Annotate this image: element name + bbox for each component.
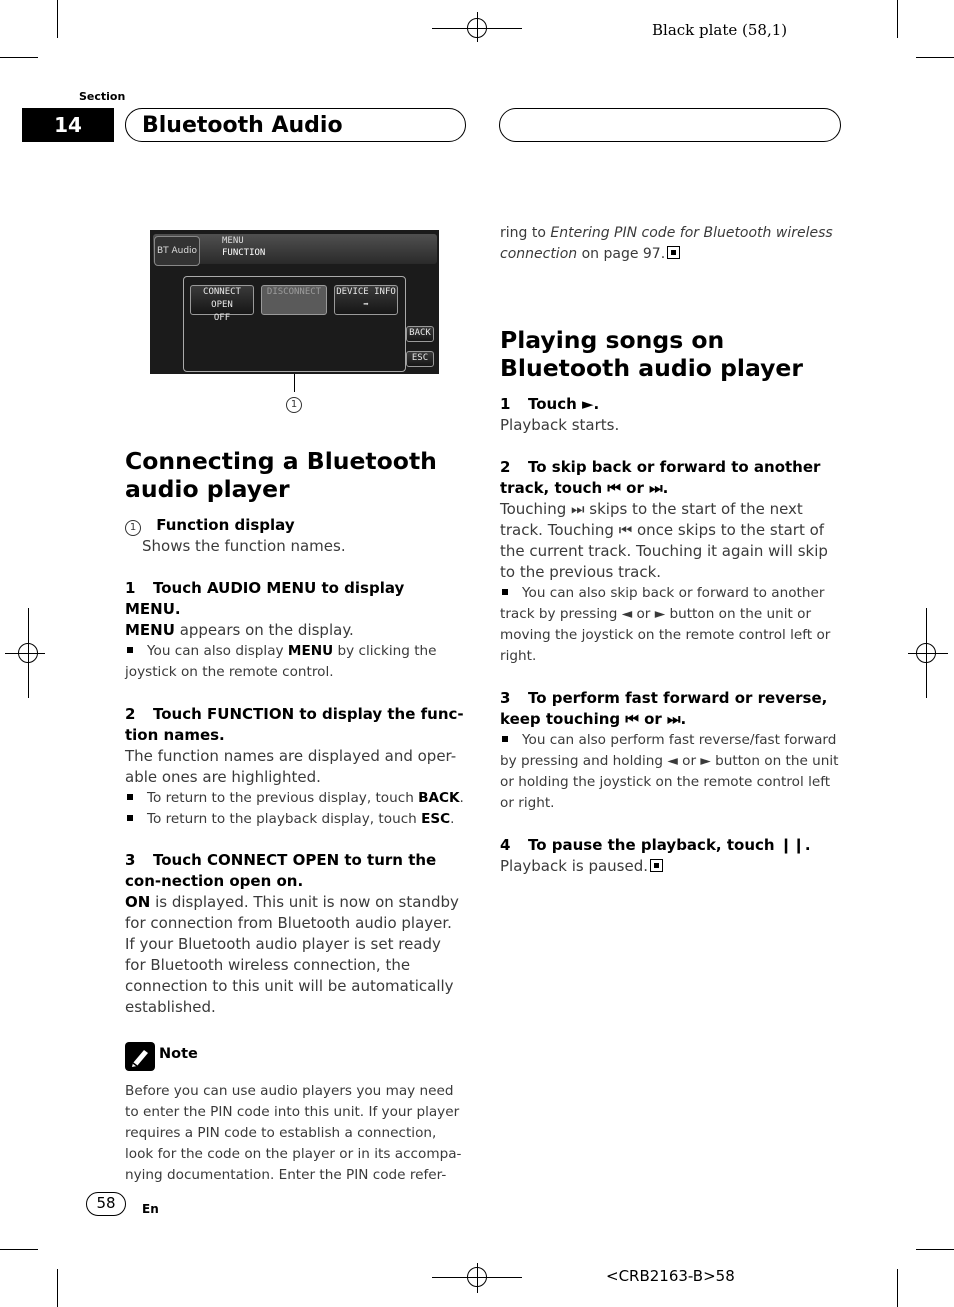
legend-number: 1 xyxy=(125,520,141,536)
play-step-3-title: 3 To perform fast forward or reverse, keep touching ⏮ or ⏭. xyxy=(500,689,828,728)
function-display-screenshot xyxy=(150,230,439,374)
step-3-title: 3 Touch CONNECT OPEN to turn the con-nection open on. xyxy=(125,851,437,890)
play-step-3-note: You can also perform fast reverse/fast forward by pressing and holding ◄ or ► button on the unit or holding the joystick on the remote control left or right. xyxy=(500,732,839,811)
step-1-title: 1 Touch AUDIO MENU to display MENU. xyxy=(125,579,405,618)
screen-function-label: FUNCTION xyxy=(222,248,266,258)
disconnect-label: DISCONNECT xyxy=(266,287,322,297)
arrow-right-icon: ➡ xyxy=(363,300,369,310)
plate-label: Black plate (58,1) xyxy=(652,21,788,39)
play-step-1-title: 1 Touch ►. xyxy=(500,395,600,413)
screen-esc-button[interactable]: ESC xyxy=(406,351,434,367)
step-2-title: 2 Touch FUNCTION to display the func-tion names. xyxy=(125,705,464,744)
callout-line xyxy=(294,374,295,392)
step-1-body: MENU appears on the display. xyxy=(125,621,354,639)
section-number: 14 xyxy=(22,108,114,142)
section-heading-connecting: Connecting a Bluetooth audio player xyxy=(125,447,437,503)
pencil-note-icon xyxy=(125,1042,155,1071)
play-step-1-body: Playback starts. xyxy=(500,416,620,434)
note-header xyxy=(125,1042,465,1072)
end-mark-icon xyxy=(667,246,680,259)
connect-open-label: CONNECT OPEN xyxy=(203,287,241,310)
note-text: Before you can use audio players you may need to enter the PIN code into this unit. If your player requires a PIN code to establish a connection, look for the code on the player or in its accompa-nying documentation. Enter the PIN code refer- xyxy=(125,1083,462,1183)
step-2-note-esc: To return to the playback display, touch ESC. xyxy=(125,809,465,830)
play-step-2-body: Touching ⏭ skips to the start of the next track. Touching ⏮ once skips to the start of the current track. Touching it again will skip to the previous track. xyxy=(500,500,828,581)
device-info-button[interactable] xyxy=(334,285,398,315)
play-step-4-title: 4 To pause the playback, touch ❙❙. xyxy=(500,836,811,854)
section-heading-playing: Playing songs on Bluetooth audio player xyxy=(500,326,803,382)
play-step-4-body: Playback is paused. xyxy=(500,856,840,877)
end-mark-icon xyxy=(650,859,663,872)
document-code: <CRB2163-B>58 xyxy=(606,1267,735,1285)
section-label: Section xyxy=(79,90,126,103)
language-label: En xyxy=(142,1202,159,1216)
callout-number: 1 xyxy=(286,392,302,413)
screen-back-button[interactable]: BACK xyxy=(406,326,434,342)
disconnect-button[interactable] xyxy=(261,285,327,315)
screen-menu-label: MENU xyxy=(222,236,244,246)
step-1-note: You can also display MENU by clicking the joystick on the remote control. xyxy=(125,643,437,680)
bt-audio-logo: BT Audio xyxy=(154,236,200,266)
header-title: Bluetooth Audio xyxy=(125,108,466,142)
right-column xyxy=(500,223,840,877)
step-3-body-2: If your Bluetooth audio player is set ready for Bluetooth wireless connection, the connection to this unit will be automatically established. xyxy=(125,935,454,1016)
connect-open-value: OFF xyxy=(213,313,231,323)
legend-item xyxy=(125,515,465,536)
legend-description: Shows the function names. xyxy=(142,537,346,555)
note-label: Note xyxy=(159,1046,198,1062)
connect-open-button[interactable] xyxy=(190,285,254,323)
play-step-2-note: You can also skip back or forward to another track by pressing ◄ or ► button on the unit or moving the joystick on the remote control left or right. xyxy=(500,585,831,664)
left-column xyxy=(125,447,465,1186)
step-2-note-back: To return to the previous display, touch BACK. xyxy=(125,788,465,809)
header-empty-pill xyxy=(499,108,841,142)
step-3-body: ON is displayed. This unit is now on standby for connection from Bluetooth audio player. xyxy=(125,893,459,932)
device-info-label: DEVICE INFO xyxy=(336,287,396,297)
page-number: 58 xyxy=(86,1192,126,1216)
step-2-body: The function names are displayed and oper-able ones are highlighted. xyxy=(125,747,457,786)
legend-title: Function display xyxy=(156,516,295,534)
note-continuation: ring to Entering PIN code for Bluetooth wireless connection on page 97. xyxy=(500,225,833,262)
play-step-2-title: 2 To skip back or forward to another track, touch ⏮ or ⏭. xyxy=(500,458,821,497)
